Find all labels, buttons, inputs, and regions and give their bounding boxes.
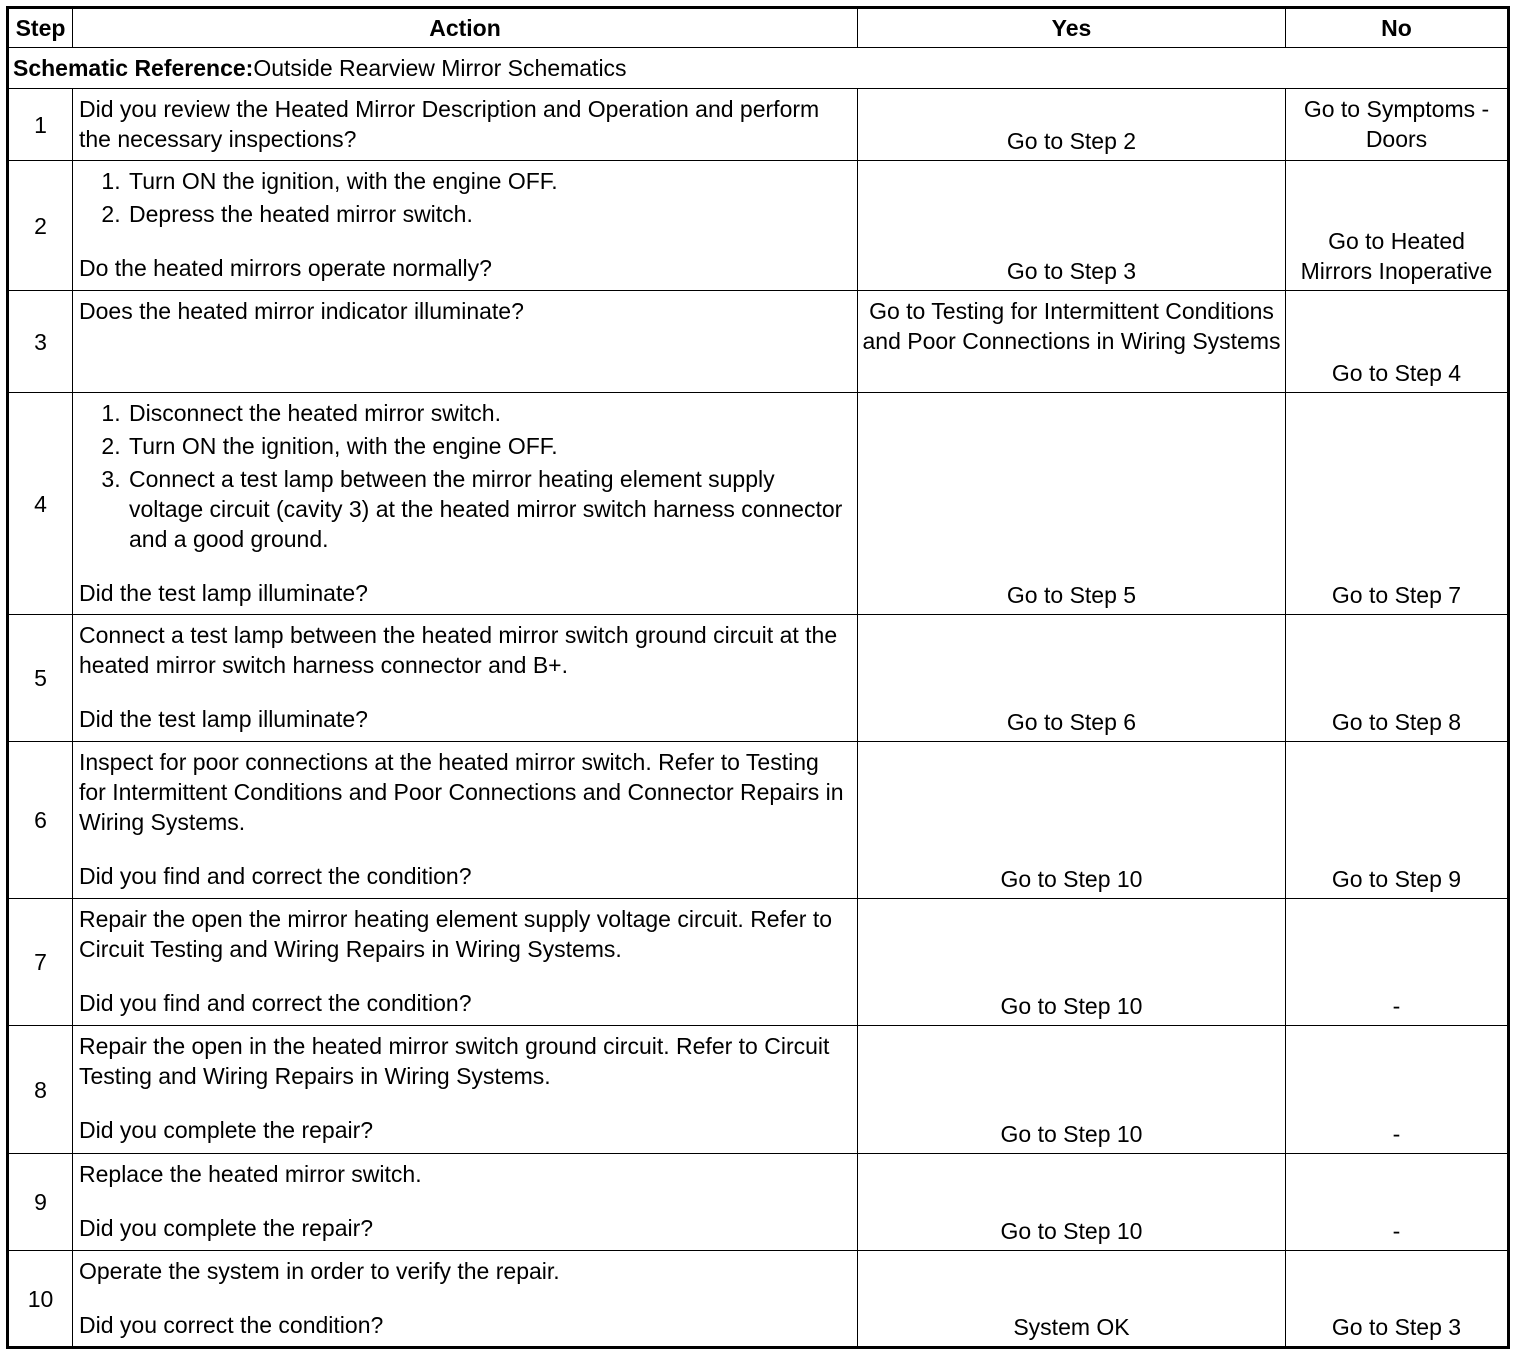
schematic-reference <box>8 48 1509 89</box>
action-cell <box>73 291 858 393</box>
step-number: 8 <box>8 1026 73 1154</box>
header-no: No <box>1286 8 1509 48</box>
no-cell: Go to Step 3 <box>1286 1251 1509 1348</box>
step-number: 7 <box>8 899 73 1026</box>
schematic-value: Outside Rearview Mirror Schematics <box>253 55 627 81</box>
action-question: Did you correct the condition? <box>79 1312 384 1338</box>
yes-cell: Go to Step 5 <box>858 393 1286 615</box>
table-row <box>8 291 1509 393</box>
table-row <box>8 615 1509 742</box>
yes-cell: Go to Step 10 <box>858 899 1286 1026</box>
step-number: 9 <box>8 1154 73 1251</box>
diagnostic-table <box>6 6 1510 1349</box>
action-cell <box>73 161 858 291</box>
step-number: 3 <box>8 291 73 393</box>
action-text: Inspect for poor connections at the heated mirror switch. Refer to Testing for Intermittent Conditions and Poor Connections and Connector Repairs in Wiring Systems. <box>79 749 844 835</box>
table-row <box>8 1251 1509 1348</box>
schematic-label: Schematic Reference: <box>13 55 254 81</box>
action-question: Do the heated mirrors operate normally? <box>79 255 492 281</box>
no-cell: Go to Step 9 <box>1286 742 1509 899</box>
action-cell <box>73 899 858 1026</box>
step-number: 4 <box>8 393 73 615</box>
action-list <box>79 166 851 229</box>
yes-cell: System OK <box>858 1251 1286 1348</box>
table-row <box>8 1026 1509 1154</box>
action-cell <box>73 742 858 899</box>
step-number: 6 <box>8 742 73 899</box>
action-text: Repair the open the mirror heating element supply voltage circuit. Refer to Circuit Testing and Wiring Repairs in Wiring Systems. <box>79 906 833 962</box>
action-question: Did you complete the repair? <box>79 1215 374 1241</box>
header-row <box>8 8 1509 48</box>
table-row <box>8 899 1509 1026</box>
action-cell <box>73 1026 858 1154</box>
yes-cell: Go to Testing for Intermittent Conditions and Poor Connections in Wiring Systems <box>858 291 1286 393</box>
action-list-item: 1. Disconnect the heated mirror switch. <box>127 398 851 428</box>
diagnostic-table-wrapper <box>6 6 1510 1349</box>
no-cell: Go to Step 8 <box>1286 615 1509 742</box>
action-question: Did you complete the repair? <box>79 1117 374 1143</box>
yes-cell: Go to Step 3 <box>858 161 1286 291</box>
step-number: 1 <box>8 89 73 161</box>
action-text: Does the heated mirror indicator illuminate? <box>79 298 524 324</box>
step-number: 2 <box>8 161 73 291</box>
table-row <box>8 393 1509 615</box>
schematic-row <box>8 48 1509 89</box>
action-list-item: 3. Connect a test lamp between the mirror heating element supply voltage circuit (cavity 3) at the heated mirror switch harness connector and a good ground. <box>127 464 851 554</box>
no-cell: Go to Step 4 <box>1286 291 1509 393</box>
action-cell <box>73 1154 858 1251</box>
no-cell: - <box>1286 899 1509 1026</box>
action-text: Replace the heated mirror switch. <box>79 1161 422 1187</box>
yes-cell: Go to Step 10 <box>858 1026 1286 1154</box>
action-list-item: 2. Depress the heated mirror switch. <box>127 199 851 229</box>
action-cell <box>73 615 858 742</box>
action-text: Did you review the Heated Mirror Description and Operation and perform the necessary inspections? <box>79 96 820 152</box>
action-cell <box>73 393 858 615</box>
yes-cell: Go to Step 2 <box>858 89 1286 161</box>
action-question: Did you find and correct the condition? <box>79 863 472 889</box>
table-row <box>8 742 1509 899</box>
yes-cell: Go to Step 6 <box>858 615 1286 742</box>
action-text: Connect a test lamp between the heated mirror switch ground circuit at the heated mirror switch harness connector and B+. <box>79 622 838 678</box>
yes-cell: Go to Step 10 <box>858 742 1286 899</box>
no-cell: Go to Step 7 <box>1286 393 1509 615</box>
action-list-item: 2. Turn ON the ignition, with the engine OFF. <box>127 431 851 461</box>
step-number: 5 <box>8 615 73 742</box>
action-cell <box>73 89 858 161</box>
action-list <box>79 398 851 554</box>
action-question: Did the test lamp illuminate? <box>79 580 368 606</box>
no-cell: Go to Symptoms - Doors <box>1286 89 1509 161</box>
action-question: Did the test lamp illuminate? <box>79 706 368 732</box>
action-cell <box>73 1251 858 1348</box>
table-row <box>8 1154 1509 1251</box>
no-cell: - <box>1286 1154 1509 1251</box>
action-question: Did you find and correct the condition? <box>79 990 472 1016</box>
table-row <box>8 89 1509 161</box>
header-step: Step <box>8 8 73 48</box>
action-text: Operate the system in order to verify the repair. <box>79 1258 560 1284</box>
table-row <box>8 161 1509 291</box>
no-cell: - <box>1286 1026 1509 1154</box>
no-cell: Go to Heated Mirrors Inoperative <box>1286 161 1509 291</box>
header-yes: Yes <box>858 8 1286 48</box>
yes-cell: Go to Step 10 <box>858 1154 1286 1251</box>
step-number: 10 <box>8 1251 73 1348</box>
action-list-item: 1. Turn ON the ignition, with the engine OFF. <box>127 166 851 196</box>
header-action: Action <box>73 8 858 48</box>
action-text: Repair the open in the heated mirror switch ground circuit. Refer to Circuit Testing and Wiring Repairs in Wiring Systems. <box>79 1033 830 1089</box>
